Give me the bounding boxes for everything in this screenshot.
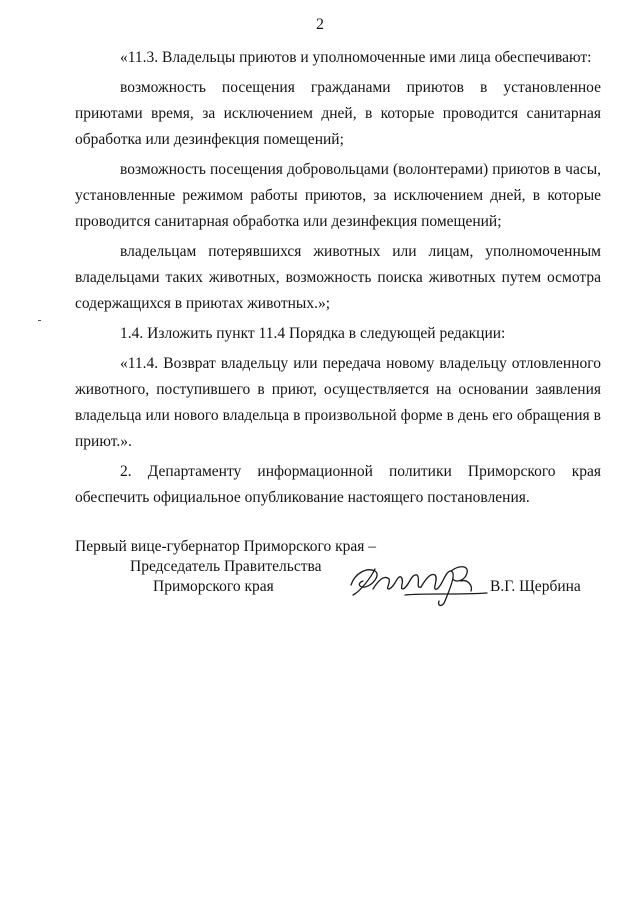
margin-mark (38, 320, 41, 321)
signatory-position-line-2: Председатель Правительства (130, 558, 322, 575)
signatory-position-line-3: Приморского края (153, 578, 274, 595)
paragraph-volunteer-visits: возможность посещения добровольцами (волонтерами) приютов в часы, установленные режимом работы приютов, за исключением дней, в которые проводится санитарная обработка или дезинфекция помещений; (75, 161, 601, 230)
document-body (75, 45, 601, 515)
paragraph-11-3-intro: «11.3. Владельцы приютов и уполномоченные ими лица обеспечивают: (120, 49, 592, 66)
signatory-name: В.Г. Щербина (490, 578, 581, 595)
handwritten-signature-icon (345, 555, 495, 611)
signatory-position-line-1: Первый вице-губернатор Приморского края – (75, 538, 377, 555)
paragraph-2-publication: 2. Департаменту информационной политики Приморского края обеспечить официальное опубликование настоящего постановления. (75, 463, 601, 506)
paragraph-11-4: «11.4. Возврат владельцу или передача новому владельцу отловленного животного, поступившего в приют, осуществляется на основании заявления владельца или нового владельца в произвольной форме в день его обращения в приют.». (75, 355, 601, 450)
paragraph-owner-search: владельцам потерявшихся животных или лицам, уполномоченным владельцами таких животных, возможность поиска животных путем осмотра содержащихся в приютах животных.»; (75, 243, 601, 312)
paragraph-citizens-visits: возможность посещения гражданами приютов в установленное приютами время, за исключением дней, в которые проводится санитарная обработка или дезинфекция помещений; (75, 79, 601, 148)
page-number: 2 (316, 16, 324, 33)
signature-block (75, 537, 615, 627)
paragraph-1-4: 1.4. Изложить пункт 11.4 Порядка в следующей редакции: (120, 325, 506, 342)
